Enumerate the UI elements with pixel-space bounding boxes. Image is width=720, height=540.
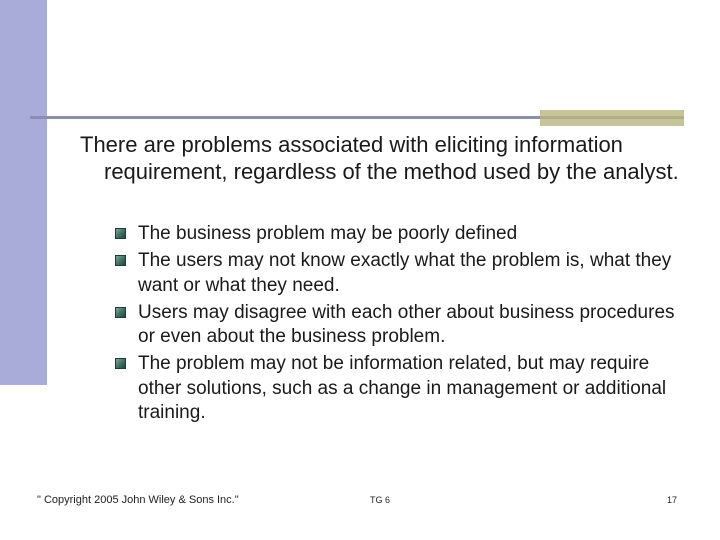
square-bullet-icon [115, 255, 126, 266]
bullet-text: The problem may not be information related, but may require other solutions, such as a change in management or additional training. [138, 353, 667, 424]
page-number: 17 [667, 495, 678, 505]
square-bullet-icon [115, 307, 126, 318]
footer-copyright: " Copyright 2005 John Wiley & Sons Inc." [37, 494, 239, 506]
main-text: There are problems associated with eliciting information requirement, regardless of the method used by the analyst. [80, 132, 679, 184]
footer-center-label: TG 6 [370, 495, 391, 505]
bullet-text: Users may disagree with each other about business procedures or even about the business problem. [138, 301, 675, 348]
bullet-text: The users may not know exactly what the problem is, what they want or what they need. [138, 250, 672, 296]
bullet-item [115, 222, 695, 246]
square-bullet-icon [115, 228, 126, 239]
bullet-text: The business problem may be poorly defined [138, 223, 518, 244]
square-bullet-icon [115, 358, 126, 369]
bullet-list [115, 222, 695, 428]
bullet-item [115, 301, 695, 350]
side-decor-bar [0, 0, 47, 385]
bullet-item [115, 352, 695, 425]
accent-divider [540, 116, 684, 119]
bullet-item [115, 249, 695, 298]
